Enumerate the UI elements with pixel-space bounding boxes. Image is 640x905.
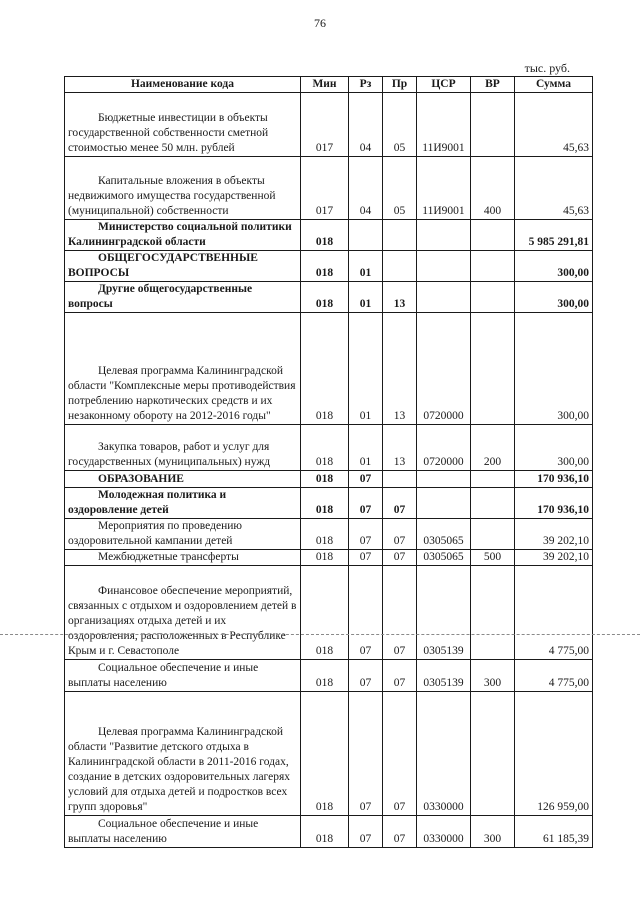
table-row — [65, 251, 593, 282]
cell-sum: 300,00 — [515, 425, 593, 471]
cell-name: Министерство социальной политики Калининградской области — [65, 220, 301, 251]
cell-rz: 07 — [349, 550, 383, 566]
cell-min: 017 — [301, 93, 349, 157]
header-sum: Сумма — [515, 77, 593, 93]
cell-rz: 01 — [349, 282, 383, 313]
table-row — [65, 93, 593, 157]
table-row — [65, 550, 593, 566]
cell-csr: 0305139 — [417, 660, 471, 692]
cell-min: 018 — [301, 425, 349, 471]
cell-csr: 11И9001 — [417, 93, 471, 157]
table-row — [65, 816, 593, 848]
cell-csr — [417, 488, 471, 519]
cell-rz: 01 — [349, 313, 383, 425]
table-row — [65, 157, 593, 220]
cell-min: 018 — [301, 816, 349, 848]
cell-name: Целевая программа Калининградской области "Комплексные меры противодействия потреблению наркотических средств и их незаконному обороту на 2012-2016 годы" — [65, 313, 301, 425]
cell-pr: 05 — [383, 93, 417, 157]
table-body — [65, 93, 593, 848]
cell-min: 017 — [301, 157, 349, 220]
cell-sum: 4 775,00 — [515, 566, 593, 660]
cell-csr: 0305065 — [417, 550, 471, 566]
cell-rz: 04 — [349, 157, 383, 220]
cell-csr: 11И9001 — [417, 157, 471, 220]
cell-vr — [471, 566, 515, 660]
cell-name: Финансовое обеспечение мероприятий, связанных с отдыхом и оздоровлением детей в организациях отдыха детей и их оздоровления, расположенных в Республике Крым и г. Севастополе — [65, 566, 301, 660]
cell-vr: 500 — [471, 550, 515, 566]
cell-min: 018 — [301, 692, 349, 816]
header-rz: Рз — [349, 77, 383, 93]
cell-rz: 07 — [349, 519, 383, 550]
cell-min: 018 — [301, 550, 349, 566]
cell-pr: 07 — [383, 660, 417, 692]
table-row — [65, 282, 593, 313]
cell-name: Капитальные вложения в объекты недвижимого имущества государственной (муниципальной) собственности — [65, 157, 301, 220]
cell-name: Закупка товаров, работ и услуг для государственных (муниципальных) нужд — [65, 425, 301, 471]
header-csr: ЦСР — [417, 77, 471, 93]
table-row — [65, 660, 593, 692]
cell-vr — [471, 692, 515, 816]
cell-csr: 0330000 — [417, 692, 471, 816]
table-row — [65, 488, 593, 519]
table-header-row — [65, 77, 593, 93]
table-row — [65, 566, 593, 660]
cell-sum: 126 959,00 — [515, 692, 593, 816]
cell-min: 018 — [301, 566, 349, 660]
cell-csr: 0330000 — [417, 816, 471, 848]
cell-sum: 170 936,10 — [515, 471, 593, 488]
cell-pr: 13 — [383, 425, 417, 471]
cell-vr — [471, 251, 515, 282]
cell-min: 018 — [301, 660, 349, 692]
cell-min: 018 — [301, 471, 349, 488]
cell-sum: 61 185,39 — [515, 816, 593, 848]
cell-csr: 0305139 — [417, 566, 471, 660]
cell-min: 018 — [301, 282, 349, 313]
cell-sum: 300,00 — [515, 282, 593, 313]
cell-vr — [471, 93, 515, 157]
cell-vr: 200 — [471, 425, 515, 471]
cell-name: Социальное обеспечение и иные выплаты населению — [65, 816, 301, 848]
cell-pr: 07 — [383, 816, 417, 848]
cell-vr — [471, 519, 515, 550]
header-min: Мин — [301, 77, 349, 93]
cell-sum: 170 936,10 — [515, 488, 593, 519]
cell-vr — [471, 488, 515, 519]
cell-sum: 39 202,10 — [515, 519, 593, 550]
cell-rz: 04 — [349, 93, 383, 157]
cell-rz: 01 — [349, 251, 383, 282]
cell-pr: 05 — [383, 157, 417, 220]
cell-sum: 45,63 — [515, 157, 593, 220]
cell-pr: 13 — [383, 282, 417, 313]
cell-vr: 300 — [471, 816, 515, 848]
cell-sum: 39 202,10 — [515, 550, 593, 566]
cell-csr — [417, 471, 471, 488]
page-number: 76 — [314, 16, 326, 30]
cell-sum: 300,00 — [515, 251, 593, 282]
cell-pr: 07 — [383, 550, 417, 566]
table-row — [65, 425, 593, 471]
cell-name: ОБРАЗОВАНИЕ — [65, 471, 301, 488]
table-row — [65, 519, 593, 550]
cell-rz: 07 — [349, 566, 383, 660]
cell-min: 018 — [301, 488, 349, 519]
cell-csr — [417, 251, 471, 282]
cell-min: 018 — [301, 519, 349, 550]
cell-pr — [383, 471, 417, 488]
cell-pr: 07 — [383, 692, 417, 816]
cell-csr: 0720000 — [417, 313, 471, 425]
cell-sum: 5 985 291,81 — [515, 220, 593, 251]
units-label: тыс. руб. — [524, 61, 570, 75]
cell-vr — [471, 220, 515, 251]
cell-min: 018 — [301, 251, 349, 282]
cell-vr: 300 — [471, 660, 515, 692]
table-row — [65, 692, 593, 816]
cell-rz: 01 — [349, 425, 383, 471]
cell-vr — [471, 282, 515, 313]
cell-name: Бюджетные инвестиции в объекты государственной собственности сметной стоимостью менее 50 млн. рублей — [65, 93, 301, 157]
cell-rz: 07 — [349, 488, 383, 519]
cell-vr — [471, 471, 515, 488]
cell-rz: 07 — [349, 692, 383, 816]
scan-artifact-line — [0, 634, 640, 635]
cell-rz: 07 — [349, 471, 383, 488]
cell-vr — [471, 313, 515, 425]
header-name: Наименование кода — [65, 77, 301, 93]
cell-csr — [417, 282, 471, 313]
cell-sum: 45,63 — [515, 93, 593, 157]
cell-rz: 07 — [349, 660, 383, 692]
cell-vr: 400 — [471, 157, 515, 220]
cell-name: Целевая программа Калининградской области "Развитие детского отдыха в Калининградской области в 2011-2016 годах, создание в детских оздоровительных лагерях условий для отдыха детей и подростков всех групп здоровья" — [65, 692, 301, 816]
cell-sum: 4 775,00 — [515, 660, 593, 692]
cell-csr: 0305065 — [417, 519, 471, 550]
budget-table — [64, 76, 593, 848]
cell-name: Мероприятия по проведению оздоровительной кампании детей — [65, 519, 301, 550]
cell-pr — [383, 220, 417, 251]
cell-name: Другие общегосударственные вопросы — [65, 282, 301, 313]
header-pr: Пр — [383, 77, 417, 93]
cell-csr — [417, 220, 471, 251]
cell-min: 018 — [301, 220, 349, 251]
table-row — [65, 313, 593, 425]
header-vr: ВР — [471, 77, 515, 93]
cell-rz — [349, 220, 383, 251]
table-row — [65, 220, 593, 251]
cell-name: Межбюджетные трансферты — [65, 550, 301, 566]
cell-rz: 07 — [349, 816, 383, 848]
cell-pr — [383, 251, 417, 282]
table-row — [65, 471, 593, 488]
cell-pr: 07 — [383, 519, 417, 550]
cell-min: 018 — [301, 313, 349, 425]
cell-name: Молодежная политика и оздоровление детей — [65, 488, 301, 519]
cell-pr: 07 — [383, 488, 417, 519]
cell-csr: 0720000 — [417, 425, 471, 471]
cell-pr: 07 — [383, 566, 417, 660]
cell-sum: 300,00 — [515, 313, 593, 425]
cell-pr: 13 — [383, 313, 417, 425]
cell-name: Социальное обеспечение и иные выплаты населению — [65, 660, 301, 692]
cell-name: ОБЩЕГОСУДАРСТВЕННЫЕ ВОПРОСЫ — [65, 251, 301, 282]
